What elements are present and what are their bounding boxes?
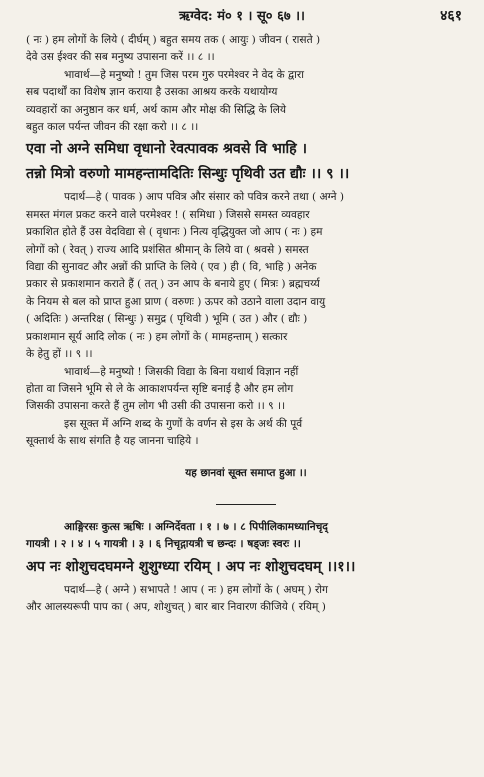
- sukta-meta-line: गायत्री । २ । ४ । ५ गायत्री । ३ । ६ निचृद्गायत्री च छन्दः । षड्जः स्वरः ।।: [26, 538, 301, 551]
- padartha9-line: ( अदितिः ) अन्तरिक्ष ( सिन्धुः ) समुद्र ( पृथिवी ) भूमि ( उत ) और ( द्यौः ): [26, 313, 308, 326]
- padartha1-line: और आलस्यरूपी पाप का ( अप, शोशुचत् ) बार बार निवारण कीजिये ( रयिम् ): [26, 601, 326, 614]
- bhavartha8-line: सब पदार्थों का विशेष ज्ञान कराया है उसका आश्रय करके यथायोग्य: [26, 86, 278, 99]
- page-header: [0, 6, 484, 28]
- mantra-9: [26, 137, 466, 187]
- sukta-end-colophon: यह छानवां सूक्त समाप्त हुआ ।।: [185, 466, 307, 479]
- running-head: ऋग्वेद: मं० १ । सू० ६७ ।।: [179, 9, 305, 24]
- sukta-meta-line: आङ्गिरसः कुत्स ऋषिः । अग्निर्देवता । १ । ७ । ८ पिपीलिकामध्यानिचृद्: [64, 520, 328, 533]
- bhavartha9-line: होता वा जिसने भूमि से ले के आकाशपर्यन्त सृष्टि बनाई है और हम लोग: [26, 382, 294, 395]
- page-number: ४६१: [440, 8, 462, 24]
- padartha9-line: के नियम से बल को प्राप्त हुआ प्राण ( वरुणः ) ऊपर को उठाने वाला उदान वायु: [26, 295, 326, 308]
- summary-line: इस सूक्त में अग्नि शब्द के गुणों के वर्णन से इस के अर्थ की पूर्व: [64, 417, 303, 430]
- verse8-meaning-line: देवे उस ईश्वर की सब मनुष्य उपासना करें ।। ८ ।।: [26, 51, 215, 64]
- section-divider: [216, 504, 276, 505]
- mantra9-line1: एवा नो अग्ने समिधा वृधानो रेवत्पावक श्रवसे वि भाहि ।: [26, 141, 308, 158]
- padartha9-line: लोगों को ( रेवत् ) राज्य आदि प्रशंसित श्रीमान् के लिये वा ( श्रवसे ) समस्त: [26, 243, 309, 256]
- padartha9-line: प्रकाशित होते हैं उस वेदविद्या से ( वृधानः ) नित्य वृद्धियुक्त जो आप ( नः ) हम: [26, 226, 323, 239]
- mantra-1: [26, 555, 466, 580]
- summary-line: सूक्तार्थ के साथ संगति है यह जानना चाहिये ।: [26, 435, 199, 448]
- padartha9-line: प्रकाशमान सूर्य आदि लोक ( नः ) हम लोगों के ( मामहन्ताम् ) सत्कार: [26, 330, 288, 343]
- bhavartha8-line: व्यवहारों का अनुष्ठान कर धर्म, अर्थ काम और मोक्ष की सिद्धि के लिये: [26, 103, 287, 116]
- mantra9-line2: तन्नो मित्रो वरुणो मामहन्तामदितिः सिन्धुः पृथिवी उत द्यौः ।। ९ ।।: [26, 166, 350, 183]
- bhavartha9-line: जिसकी उपासना करते हैं तुम लोग भी उसी की उपासना करो ।। ९ ।।: [26, 400, 286, 413]
- padartha9-line: प्रकार से प्रकाशमान कराते हैं ( तत् ) उन आप के बनाये हुए ( मित्रः ) ब्रह्मचर्य्य: [26, 278, 320, 291]
- mantra1-line: अप नः शोशुचदघमग्ने शुशुग्ध्या रयिम् । अप नः शोशुचदघम् ।।१।।: [26, 558, 356, 575]
- bhavartha8-line: भावार्थ—हे मनुष्यो ! तुम जिस परम गुरु परमेश्वर ने वेद के द्वारा: [64, 68, 304, 81]
- padartha9-line: विद्या की सुनावट और अन्नों की प्राप्ति के लिये ( एव ) ही ( वि, भाहि ) अनेक: [26, 261, 317, 274]
- padartha9-line: समस्त मंगल प्रकट करने वाले परमेश्वर ! ( समिधा ) जिससे समस्त व्यवहार: [26, 208, 310, 221]
- padartha9-line: के हेतु हों ।। ९ ।।: [26, 348, 93, 361]
- padartha9-line: पदार्थ—हे ( पावक ) आप पवित्र और संसार को पवित्र करने तथा ( अग्ने ): [64, 191, 344, 204]
- verse8-meaning-line: ( नः ) हम लोगों के लिये ( दीर्घम् ) बहुत समय तक ( आयुः ) जीवन ( रासते ): [26, 34, 321, 46]
- bhavartha8-line: बहुत काल पर्यन्त जीवन की रक्षा करो ।। ८ ।।: [26, 121, 199, 134]
- padartha1-line: पदार्थ—हे ( अग्ने ) सभापते ! आप ( नः ) हम लोगों के ( अघम् ) रोग: [64, 583, 328, 596]
- page-body: [26, 32, 466, 617]
- bhavartha9-line: भावार्थ—हे मनुष्यो ! जिसकी विद्या के बिना यथार्थ विज्ञान नहीं: [64, 365, 299, 378]
